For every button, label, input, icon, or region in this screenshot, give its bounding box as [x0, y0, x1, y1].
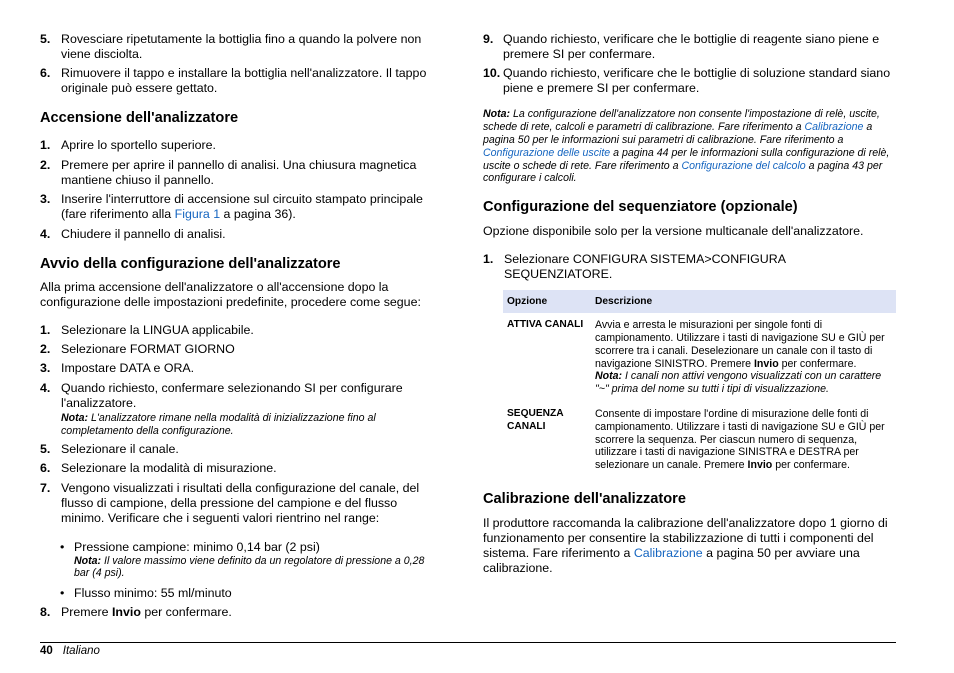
list-item: 4. Quando richiesto, confermare selezionando SI per configurare l'analizzatore. Nota: L'analizzatore rimane nella modalità di inizializzazione fino al completamento della configurazione.: [40, 381, 442, 438]
calcolo-link[interactable]: Configurazione del calcolo: [681, 159, 806, 172]
list-item: 6. Rimuovere il tappo e installare la bottiglia nell'analizzatore. Il tappo originale può essere gettato.: [40, 66, 427, 96]
page-footer: [40, 644, 100, 658]
list-item: 10. Quando richiesto, verificare che le bottiglie di soluzione standard siano piene e premere SI per confermare.: [483, 66, 891, 96]
uscite-link[interactable]: Configurazione delle uscite: [483, 146, 611, 159]
option-description: Consente di impostare l'ordine di misurazione delle fonti di campionamento. Utilizzare i tasti di navigazione SU e GIÙ per scorrere la sequenza. Per ciascun numero di sequenza, utilizzare i tasti di navigazione SINISTRA e DESTRA per selezionare un canale. Premere Invio per confermare.: [595, 407, 885, 472]
list-item: 9. Quando richiesto, verificare che le bottiglie di reagente siano piene e premere SI per confermare.: [483, 32, 880, 61]
list-item: 7. Vengono visualizzati i risultati della configurazione del canale, del flusso di campione, della pressione del campione e del flusso minimo. Verificare che i seguenti valori rientrino nel range:: [40, 480, 420, 525]
table-row: [503, 313, 896, 402]
list-item: 5. Rovesciare ripetutamente la bottiglia fino a quando la polvere non viene disciolta.: [40, 32, 422, 61]
option-name: SEQUENZA CANALI: [507, 407, 564, 432]
section-heading-avvio: Avvio della configurazione dell'analizzatore: [40, 255, 341, 272]
configuration-note: Nota: La configurazione dell'analizzatore non consente l'impostazione di relè, uscite, schede di rete, calcoli e parametri di calibrazione. Fare riferimento a Calibrazione a pagina 50 per le informazioni sui parametri di calibrazione. Fare riferimento a Configurazione delle uscite a pagina 44 per le informazioni sulla configurazione di relè, uscite o schede di rete. Fare riferimento a Configurazione del calcolo a pagina 43 per configurare i calcoli.: [483, 108, 890, 185]
bullet-item: • Flusso minimo: 55 ml/minuto: [60, 586, 232, 601]
list-item: 3. Impostare DATA e ORA.: [40, 361, 195, 376]
bullet-list: [60, 540, 442, 602]
option-name: ATTIVA CANALI: [507, 319, 584, 331]
table-header-option: Opzione: [503, 290, 591, 313]
list-item: 1. Aprire lo sportello superiore.: [40, 138, 216, 153]
list-item: 2. Premere per aprire il pannello di analisi. Una chiusura magnetica mantiene chiuso il pannello.: [40, 157, 417, 187]
section-heading-accensione: Accensione dell'analizzatore: [40, 110, 239, 127]
calibrazione-link[interactable]: Calibrazione: [804, 121, 864, 134]
bullet-item: • Pressione campione: minimo 0,14 bar (2 psi) Nota: Il valore massimo viene definito da un regolatore di pressione a 0,28 bar (4 psi).: [60, 540, 442, 581]
list-item: 1. Selezionare la LINGUA applicabile.: [40, 322, 254, 337]
footer-language: Italiano: [62, 645, 100, 657]
seq-intro: Opzione disponibile solo per la versione multicanale dell'analizzatore.: [483, 224, 864, 239]
list-item: 2. Selezionare FORMAT GIORNO: [40, 341, 235, 356]
table-row: [503, 402, 896, 478]
note: Nota: Il valore massimo viene definito da un regolatore di pressione a 0,28 bar (4 psi).: [74, 554, 425, 580]
list-item: 6. Selezionare la modalità di misurazione.: [40, 461, 277, 476]
section-heading-calibrazione: Calibrazione dell'analizzatore: [483, 490, 686, 507]
page-number: 40: [40, 645, 53, 657]
option-description: Avvia e arresta le misurazioni per singole fonti di campionamento. Utilizzare i tasti di navigazione SU e GIÙ per scorrere tra i canali. Deselezionare un canale con il tasto di navigazione SINISTRO. Premere Invio per confermare. Nota: I canali non attivi vengono visualizzati con un carattere "~" prima del nome su tutti i tipi di visualizzazione.: [591, 313, 896, 402]
list-item: 8. Premere Invio per confermare.: [40, 605, 232, 620]
calibrazione-paragraph: Il produttore raccomanda la calibrazione dell'analizzatore dopo 1 giorno di funzionamento per consentire la stabilizzazione di tutti i componenti del sistema. Fare riferimento a Calibrazione a pagina 50 per avviare una calibrazione.: [483, 515, 888, 575]
left-column: [40, 32, 442, 624]
options-table: [503, 290, 896, 478]
footer-rule: [40, 642, 896, 643]
list-item: 1. Selezionare CONFIGURA SISTEMA>CONFIGURA SEQUENZIATORE.: [483, 252, 786, 282]
table-header-description: Descrizione: [591, 290, 896, 313]
list-item: 4. Chiudere il pannello di analisi.: [40, 226, 226, 241]
figura-link[interactable]: Figura 1: [174, 207, 221, 222]
note: Nota: I canali non attivi vengono visualizzati con un carattere "~" prima del nome su tutti i tipi di visualizzazione.: [595, 370, 882, 396]
right-column: [483, 32, 896, 576]
avvio-intro: Alla prima accensione dell'analizzatore o all'accensione dopo la configurazione delle impostazioni predefinite, procedere come segue:: [40, 279, 421, 309]
section-heading-sequenziatore: Configurazione del sequenziatore (opzionale): [483, 199, 798, 216]
list-item: 5. Selezionare il canale.: [40, 441, 179, 456]
calibrazione-link[interactable]: Calibrazione: [633, 545, 703, 560]
list-item: 3. Inserire l'interruttore di accensione sul circuito stampato principale (fare riferimento alla Figura 1 a pagina 36).: [40, 192, 423, 222]
note: Nota: L'analizzatore rimane nella modalità di inizializzazione fino al completamento della configurazione.: [61, 411, 376, 437]
